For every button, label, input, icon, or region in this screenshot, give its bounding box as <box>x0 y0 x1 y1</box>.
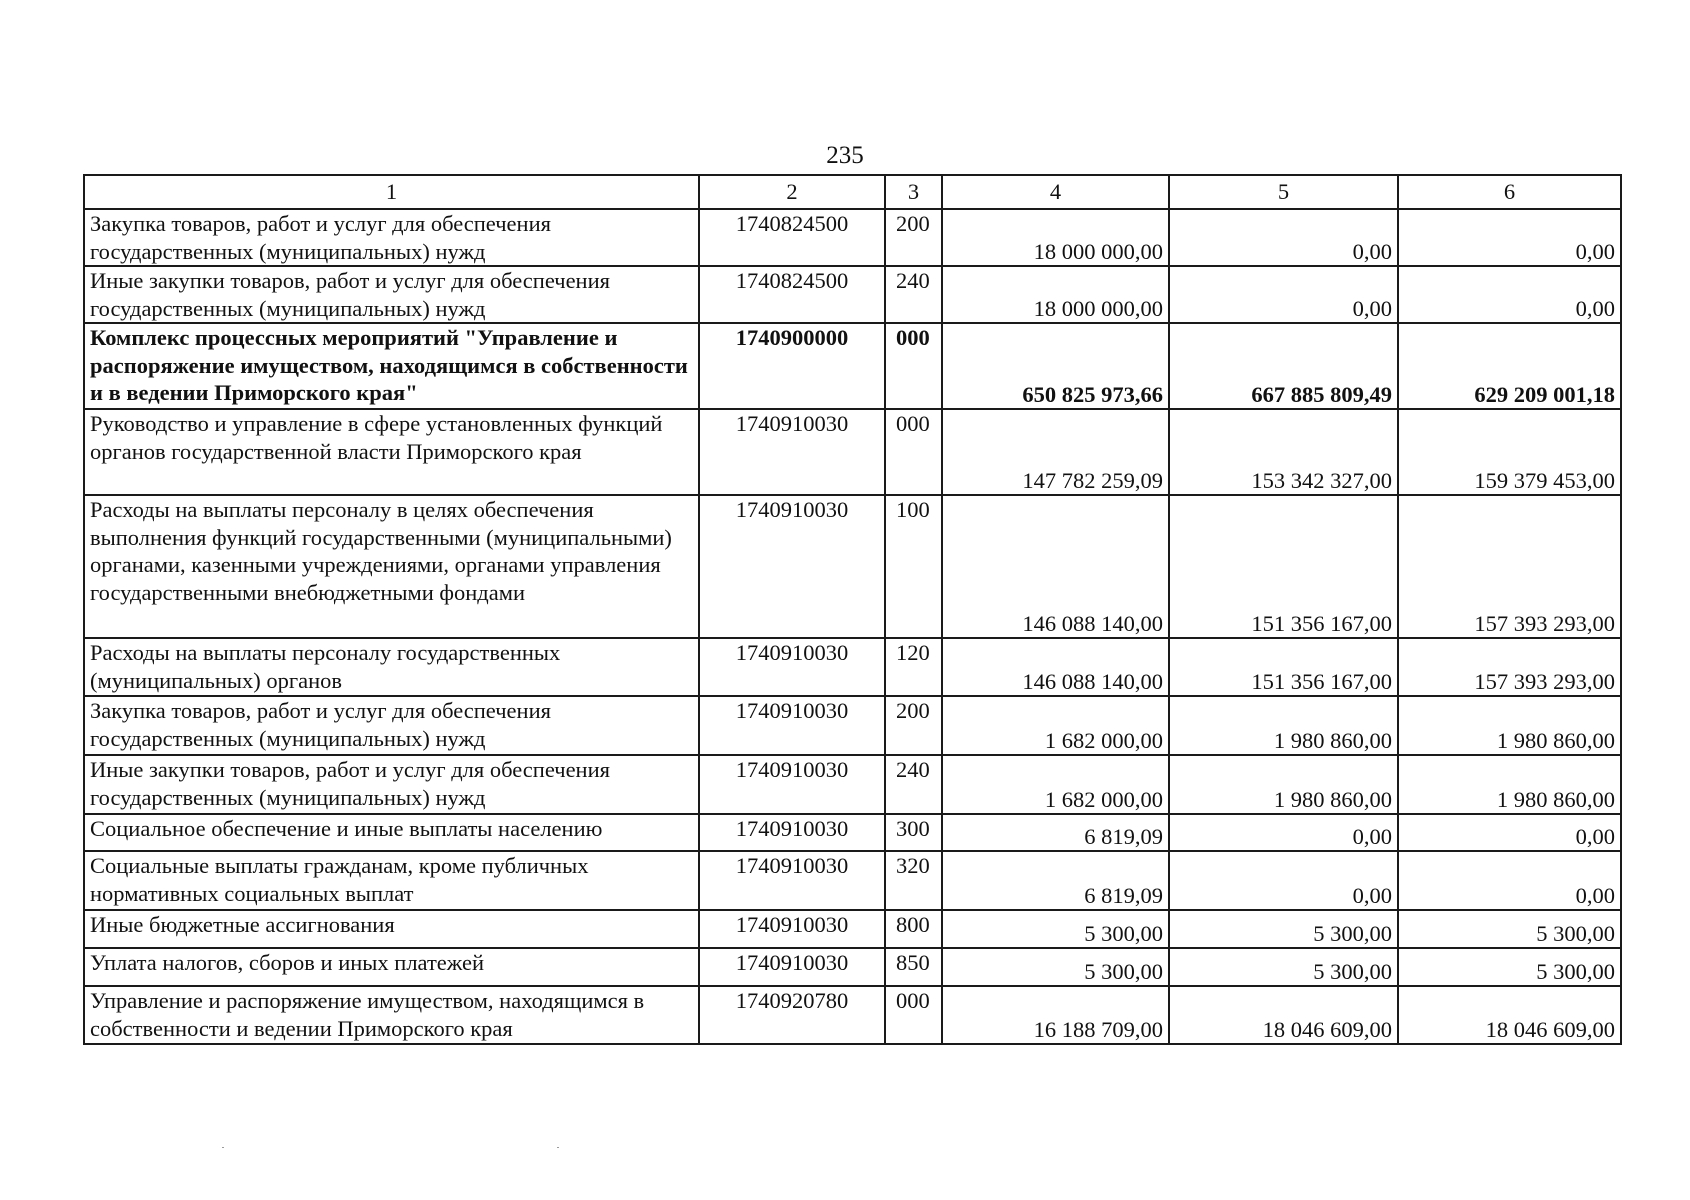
table-row <box>84 948 1621 986</box>
target-article-code: 1740910030 <box>699 910 885 948</box>
table-row <box>84 814 1621 851</box>
expense-type-code: 000 <box>885 986 942 1044</box>
amount-col-6: 5 300,00 <box>1398 948 1621 986</box>
amount-col-4: 146 088 140,00 <box>942 495 1169 638</box>
target-article-code: 1740910030 <box>699 948 885 986</box>
amount-col-4: 18 000 000,00 <box>942 209 1169 266</box>
amount-col-5: 5 300,00 <box>1169 948 1398 986</box>
expense-type-code: 000 <box>885 323 942 409</box>
expense-type-code: 320 <box>885 851 942 910</box>
column-number: 5 <box>1169 175 1398 209</box>
amount-col-5: 1 980 860,00 <box>1169 755 1398 814</box>
row-name: Уплата налогов, сборов и иных платежей <box>84 948 699 986</box>
expense-type-code: 100 <box>885 495 942 638</box>
target-article-code: 1740824500 <box>699 266 885 323</box>
column-number: 3 <box>885 175 942 209</box>
amount-col-4: 1 682 000,00 <box>942 696 1169 755</box>
amount-col-5: 0,00 <box>1169 851 1398 910</box>
amount-col-6: 5 300,00 <box>1398 910 1621 948</box>
scan-speck <box>222 1147 224 1148</box>
table-row <box>84 209 1621 266</box>
amount-col-5: 151 356 167,00 <box>1169 495 1398 638</box>
expense-type-code: 240 <box>885 266 942 323</box>
amount-col-4: 5 300,00 <box>942 948 1169 986</box>
amount-col-6: 0,00 <box>1398 209 1621 266</box>
row-name: Расходы на выплаты персоналу в целях обеспечения выполнения функций государственными (муниципальными) органами, казенными учреждениями, органами управления государственными внебюджетными фондами <box>84 495 699 638</box>
amount-col-6: 0,00 <box>1398 851 1621 910</box>
table-row <box>84 910 1621 948</box>
row-name: Закупка товаров, работ и услуг для обеспечения государственных (муниципальных) нужд <box>84 209 699 266</box>
target-article-code: 1740910030 <box>699 495 885 638</box>
scan-speck <box>557 1147 559 1148</box>
amount-col-5: 0,00 <box>1169 814 1398 851</box>
row-name: Иные закупки товаров, работ и услуг для обеспечения государственных (муниципальных) нужд <box>84 755 699 814</box>
row-name: Иные бюджетные ассигнования <box>84 910 699 948</box>
amount-col-5: 0,00 <box>1169 266 1398 323</box>
column-number: 4 <box>942 175 1169 209</box>
target-article-code: 1740824500 <box>699 209 885 266</box>
row-name: Управление и распоряжение имуществом, находящимся в собственности и ведении Приморского края <box>84 986 699 1044</box>
target-article-code: 1740920780 <box>699 986 885 1044</box>
expense-type-code: 000 <box>885 409 942 495</box>
expense-type-code: 300 <box>885 814 942 851</box>
amount-col-6: 157 393 293,00 <box>1398 495 1621 638</box>
amount-col-5: 153 342 327,00 <box>1169 409 1398 495</box>
page-number: 235 <box>826 142 864 169</box>
amount-col-4: 650 825 973,66 <box>942 323 1169 409</box>
row-name: Расходы на выплаты персоналу государственных (муниципальных) органов <box>84 638 699 696</box>
table-row <box>84 986 1621 1044</box>
column-number: 1 <box>84 175 699 209</box>
amount-col-6: 0,00 <box>1398 814 1621 851</box>
amount-col-5: 18 046 609,00 <box>1169 986 1398 1044</box>
amount-col-6: 629 209 001,18 <box>1398 323 1621 409</box>
row-name: Социальные выплаты гражданам, кроме публичных нормативных социальных выплат <box>84 851 699 910</box>
table-row <box>84 755 1621 814</box>
row-name: Социальное обеспечение и иные выплаты населению <box>84 814 699 851</box>
row-name: Иные закупки товаров, работ и услуг для обеспечения государственных (муниципальных) нужд <box>84 266 699 323</box>
column-number: 6 <box>1398 175 1621 209</box>
target-article-code: 1740900000 <box>699 323 885 409</box>
table-row <box>84 323 1621 409</box>
target-article-code: 1740910030 <box>699 638 885 696</box>
column-number: 2 <box>699 175 885 209</box>
amount-col-5: 5 300,00 <box>1169 910 1398 948</box>
amount-col-5: 1 980 860,00 <box>1169 696 1398 755</box>
amount-col-4: 147 782 259,09 <box>942 409 1169 495</box>
amount-col-4: 5 300,00 <box>942 910 1169 948</box>
table-row <box>84 851 1621 910</box>
amount-col-4: 1 682 000,00 <box>942 755 1169 814</box>
amount-col-4: 16 188 709,00 <box>942 986 1169 1044</box>
table-row <box>84 638 1621 696</box>
amount-col-6: 18 046 609,00 <box>1398 986 1621 1044</box>
target-article-code: 1740910030 <box>699 409 885 495</box>
amount-col-6: 0,00 <box>1398 266 1621 323</box>
expense-type-code: 200 <box>885 209 942 266</box>
table-row <box>84 266 1621 323</box>
budget-table <box>83 174 1622 1045</box>
amount-col-6: 157 393 293,00 <box>1398 638 1621 696</box>
target-article-code: 1740910030 <box>699 851 885 910</box>
expense-type-code: 200 <box>885 696 942 755</box>
amount-col-5: 151 356 167,00 <box>1169 638 1398 696</box>
row-name: Руководство и управление в сфере установленных функций органов государственной власти Приморского края <box>84 409 699 495</box>
amount-col-5: 0,00 <box>1169 209 1398 266</box>
amount-col-4: 146 088 140,00 <box>942 638 1169 696</box>
amount-col-5: 667 885 809,49 <box>1169 323 1398 409</box>
amount-col-4: 6 819,09 <box>942 814 1169 851</box>
row-name: Закупка товаров, работ и услуг для обеспечения государственных (муниципальных) нужд <box>84 696 699 755</box>
table-row <box>84 495 1621 638</box>
expense-type-code: 120 <box>885 638 942 696</box>
amount-col-6: 1 980 860,00 <box>1398 696 1621 755</box>
expense-type-code: 800 <box>885 910 942 948</box>
table-row <box>84 696 1621 755</box>
target-article-code: 1740910030 <box>699 814 885 851</box>
column-number-row <box>84 175 1621 209</box>
table-row <box>84 409 1621 495</box>
amount-col-6: 159 379 453,00 <box>1398 409 1621 495</box>
expense-type-code: 850 <box>885 948 942 986</box>
row-name: Комплекс процессных мероприятий "Управление и распоряжение имуществом, находящимся в собственности и в ведении Приморского края" <box>84 323 699 409</box>
amount-col-6: 1 980 860,00 <box>1398 755 1621 814</box>
amount-col-4: 18 000 000,00 <box>942 266 1169 323</box>
target-article-code: 1740910030 <box>699 755 885 814</box>
amount-col-4: 6 819,09 <box>942 851 1169 910</box>
expense-type-code: 240 <box>885 755 942 814</box>
target-article-code: 1740910030 <box>699 696 885 755</box>
